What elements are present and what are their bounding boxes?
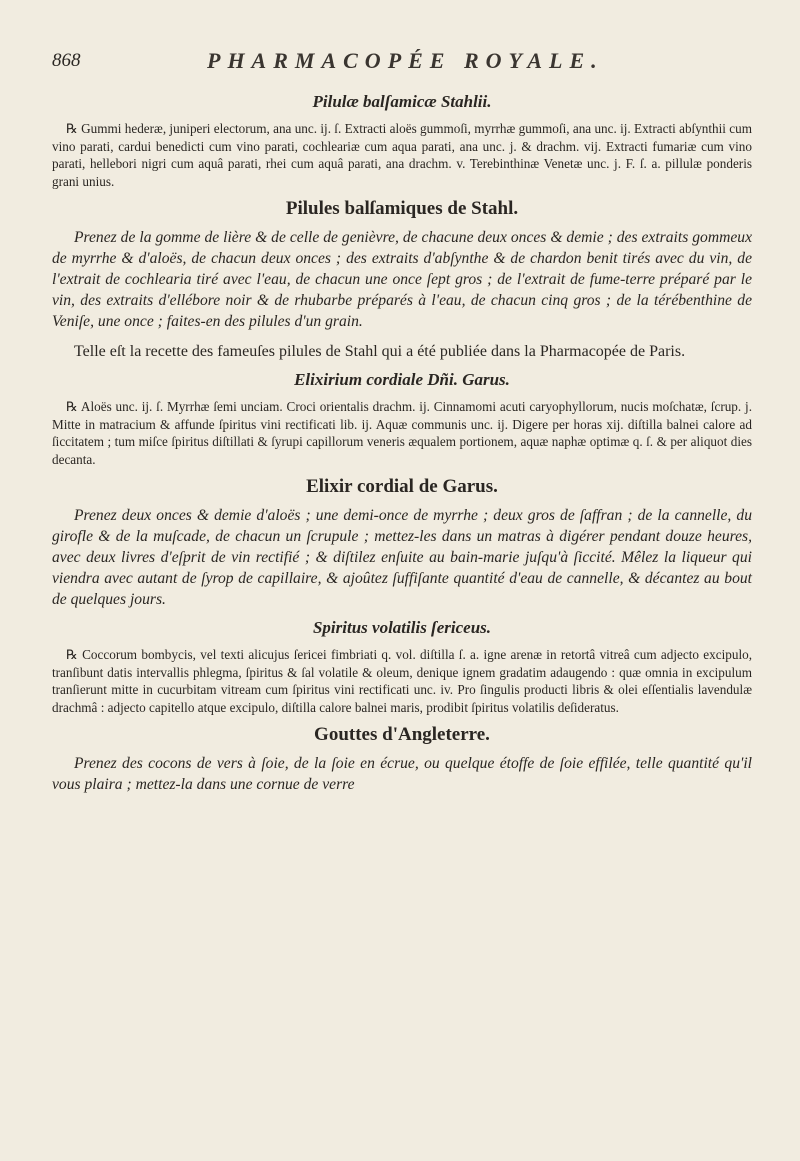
french-recipe-text: Prenez deux onces & demie d'aloës ; une demi-once de myrrhe ; deux gros de ſaffran ; de la cannelle, du girofle & de la muſcade, de chacun un ſcrupule ; mettez-les dans un matras à digérer pendant douze heures, avec deux livres d'eſprit de vin rectifié ; & diſtilez enſuite au bain-marie juſqu'à ſiccité. Mêlez la liqueur qui viendra avec autant de ſyrop de capillaire, & ajoûtez ſuffiſante quantité d'eau de cannelle, & décantez au bout de quelques jours. xyxy=(52,507,752,608)
latin-recipe-text: ℞ Aloës unc. ij. ſ. Myrrhæ ſemi unciam. Croci orientalis drachm. ij. Cinnamomi acuti caryophyllorum, nucis moſchatæ, ſcrup. j. Mitte in matracium & affunde ſpiritus vini rectificati lib. ij. Aquæ communis unc. ij. Digere per horas xij. diſtilla balnei calore ad ſiccitatem ; tum miſce ſpiritus diſtillati & ſyrupi capillorum veneris æqualem portionem, aquæ naphæ optimæ q. ſ. & per aliquot dies decanta. xyxy=(52,399,752,467)
page-number: 868 xyxy=(52,50,81,71)
latin-recipe-text: ℞ Gummi hederæ, juniperi electorum, ana unc. ij. ſ. Extracti aloës gummoſi, myrrhæ gummoſi, ana unc. ij. Extracti abſynthii cum vino parati, cardui benedicti cum vino parati, cochleariæ cum aqua parati, ana unc. j. & drachm. vij. Extracti fumariæ cum vino parati, hellebori nigri cum aquâ parati, rhei cum aquâ parati, ana drachm. v. Terebinthinæ Venetæ unc. j. F. ſ. a. pillulæ ponderis grani unius. xyxy=(52,121,752,189)
recipe-section xyxy=(52,370,752,610)
latin-recipe-text: ℞ Coccorum bombycis, vel texti alicujus ſericei fimbriati q. vol. diſtilla ſ. a. igne arenæ in retortâ vitreâ cum adjecto excipulo, tranſibunt datis intervallis phlegma, ſpiritus & ſal volatile & oleum, denique ignem gradatim adaugendo : quæ omnia in excipulum tranſierunt mitte in cucurbitam vitream cum ſpiritus vini rectificati unc. iv. Pro ſingulis producti libris & olei eſſentialis lavendulæ drachmâ : adjecto capitello atque excipulo, diſtilla calore balnei maris, prodibit ſpiritus volatilis deſideratus. xyxy=(52,647,752,715)
latin-title: Spiritus volatilis ſericeus. xyxy=(312,618,492,637)
page-header xyxy=(52,50,752,80)
french-title: Gouttes d'Angleterre. xyxy=(314,724,490,745)
recipe-section xyxy=(52,92,752,362)
recipe-section xyxy=(52,618,752,795)
running-title: PHARMACOPÉE ROYALE. xyxy=(207,48,604,73)
latin-title: Elixirium cordiale Dñi. Garus. xyxy=(294,370,510,389)
french-recipe-text: Prenez des cocons de vers à ſoie, de la ſoie en écrue, ou quelque étoffe de ſoie effilée, telle quantité qu'il vous plaira ; mettez-la dans une cornue de verre xyxy=(52,755,752,793)
latin-title: Pilulæ balſamicæ Stahlii. xyxy=(312,92,492,111)
french-recipe-text: Prenez de la gomme de lière & de celle de genièvre, de chacune deux onces & demie ; des extraits gommeux de myrrhe & d'aloës, de chacun deux onces ; des extraits d'abſynthe & de chardon benit tirés avec du vin, de l'extrait de cochlearia tiré avec l'eau, de chacun une once ſept gros ; de l'extrait de fume-terre préparé par le vin, des extraits d'ellébore noir & de rhubarbe préparés à l'eau, de chacun cinq gros ; de la térébenthine de Veniſe, une once ; faites-en des pilules d'un grain. xyxy=(52,229,752,330)
french-title: Pilules balſamiques de Stahl. xyxy=(285,198,519,219)
french-title: Elixir cordial de Garus. xyxy=(306,476,498,497)
page-content xyxy=(52,92,752,803)
recipe-note: Telle eſt la recette des fameuſes pilules de Stahl qui a été publiée dans la Pharmacopée de Paris. xyxy=(74,343,686,360)
